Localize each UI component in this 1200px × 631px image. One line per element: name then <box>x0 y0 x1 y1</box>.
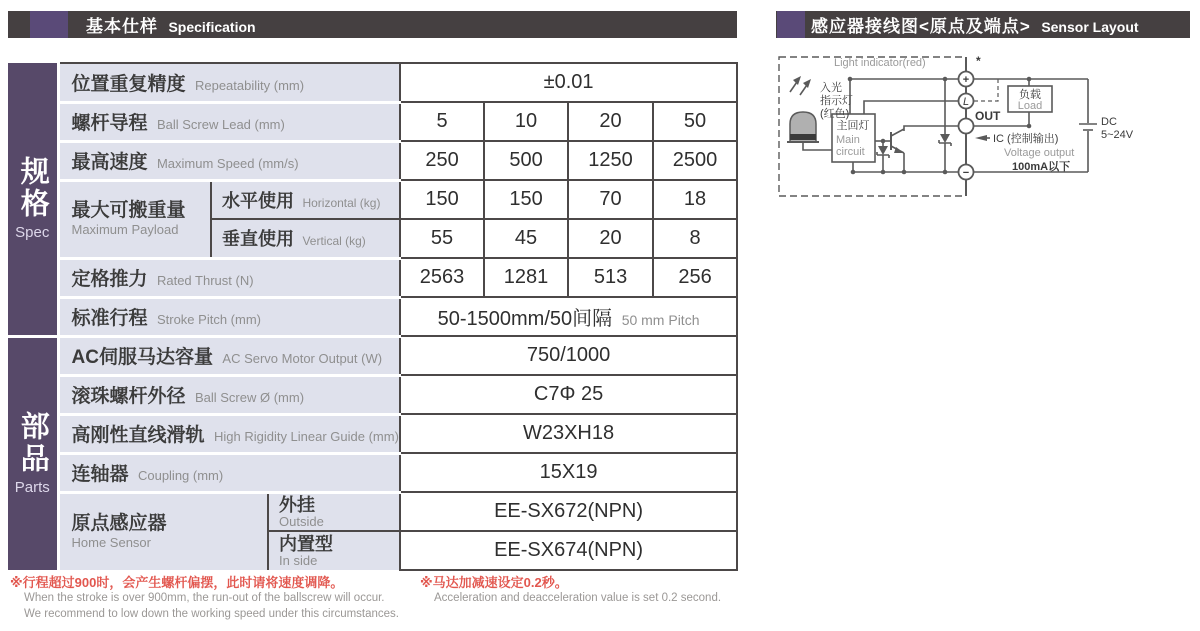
wire-light-optional-dashed <box>974 79 998 101</box>
row-label-home-sensor <box>58 492 268 570</box>
footnote-en-line1: When the stroke is over 900mm, the run-out of the ballscrew will occur. <box>24 592 385 605</box>
value-cell: 2500 <box>653 141 737 180</box>
label-zh: 最高速度 <box>71 152 148 173</box>
led-band <box>790 134 816 140</box>
sub-label-zh: 垂直使用 <box>222 229 294 250</box>
light-arrowhead-1 <box>793 76 801 85</box>
sensor-layout-header-bar <box>776 11 1190 38</box>
terminal-light-glyph: L <box>962 96 970 108</box>
dc-voltage-label: 5~24V <box>1101 129 1134 141</box>
label-zh: 位置重复精度 <box>71 73 186 95</box>
label-zh: 滚珠螺杆外径 <box>71 386 186 407</box>
table-row <box>8 258 737 297</box>
terminal-plus-glyph: + <box>962 74 970 86</box>
value-cell: 20 <box>568 219 653 258</box>
header-title-zh: 基本仕样 <box>86 17 158 36</box>
label-zh: 高刚性直线滑轨 <box>71 425 205 446</box>
label-zh: 最大可搬重量 <box>71 200 186 222</box>
value-cell: 70 <box>568 180 653 219</box>
footnote-en-line2: We recommend to low down the working speed under this circumstances. <box>24 607 399 620</box>
value-cell: 55 <box>400 219 484 258</box>
label-en: Repeatability (mm) <box>194 77 305 93</box>
sub-label-en: Vertical (kg) <box>302 234 366 249</box>
dc-label: DC <box>1101 116 1117 128</box>
value-cell: 50 <box>653 102 737 141</box>
table-row <box>8 453 737 492</box>
terminal-out-icon <box>959 119 974 134</box>
header-title-en: Specification <box>168 19 256 35</box>
wire-out-internal <box>904 126 959 131</box>
light-indicator-label: Light indicator(red) <box>834 57 926 69</box>
value-cell: 256 <box>653 258 737 297</box>
zener2-triangle <box>940 134 950 143</box>
value-home-sensor-inside: EE-SX674(NPN) <box>400 531 737 570</box>
value-cell: 1281 <box>484 258 568 297</box>
load-label-zh: 负载 <box>1019 89 1041 101</box>
label-en: AC Servo Motor Output (W) <box>222 351 383 366</box>
sub-label-zh: 外挂 <box>279 494 315 515</box>
value-cell: 1250 <box>568 141 653 180</box>
row-label-ball-screw-dia <box>58 375 400 414</box>
label-en: Coupling (mm) <box>137 468 224 483</box>
footnote-en: Acceleration and deacceleration value is set 0.2 second. <box>434 592 722 605</box>
sub-label-outside <box>268 492 400 531</box>
junction-dot <box>848 77 853 82</box>
value-stroke-pitch <box>400 297 737 336</box>
row-label-ball-screw-lead <box>58 102 400 141</box>
value-cell: 45 <box>484 219 568 258</box>
transistor-collector <box>891 129 904 136</box>
table-row <box>8 102 737 141</box>
specification-header-title <box>86 12 256 37</box>
specification-header-bar <box>8 11 737 38</box>
label-en: Stroke Pitch (mm) <box>156 312 261 327</box>
value-cell: 500 <box>484 141 568 180</box>
footnote-zh: ※行程超过900时，会产生螺杆偏摆，此时请将速度调降。 <box>10 575 344 590</box>
wire-led <box>803 142 832 150</box>
voltage-output-label: Voltage output <box>1004 147 1075 159</box>
sidebar-section-parts <box>8 336 58 570</box>
junction-dot <box>1027 124 1032 129</box>
label-en: Ball Screw Lead (mm) <box>156 117 285 132</box>
sidebar-parts-en: Parts <box>14 479 50 497</box>
junction-dot <box>881 170 886 175</box>
row-label-max-speed <box>58 141 400 180</box>
label-en: Maximum Payload <box>71 222 179 238</box>
current-limit-label: 100mA以下 <box>1012 161 1071 173</box>
footnote-acceleration <box>420 575 780 607</box>
asterisk-mark: * <box>976 54 981 68</box>
table-row <box>8 180 737 219</box>
label-zh: 螺杆导程 <box>71 113 148 134</box>
junction-dot <box>881 139 886 144</box>
sidebar-section-spec <box>8 63 58 336</box>
footnote-zh: ※马达加减速设定0.2秒。 <box>420 575 568 590</box>
junction-dot <box>902 170 907 175</box>
main-circuit-label-zh: 主回灯 <box>836 120 870 132</box>
purple-accent-block <box>777 11 805 38</box>
footnote-stroke-warning <box>10 575 410 622</box>
value-cell: 18 <box>653 180 737 219</box>
zener1-triangle <box>878 146 888 155</box>
value-linear-guide: W23XH18 <box>400 414 737 453</box>
value-repeatability: ±0.01 <box>400 63 737 102</box>
sub-label-zh: 内置型 <box>279 534 333 555</box>
header-title-en: Sensor Layout <box>1041 19 1139 35</box>
label-zh: 原点感应器 <box>71 513 167 535</box>
value-cell: 5 <box>400 102 484 141</box>
value-en: 50 mm Pitch <box>621 312 700 328</box>
sidebar-spec-en: Spec <box>15 224 50 242</box>
led-label-zh-2: 指示灯 <box>820 95 853 107</box>
table-row <box>8 63 737 102</box>
sensor-layout-header-title <box>811 12 1139 37</box>
label-en: Ball Screw Ø (mm) <box>194 390 305 405</box>
label-zh: 连轴器 <box>71 464 129 485</box>
value-cell: 20 <box>568 102 653 141</box>
led-label-zh-1: 入光 <box>820 82 842 94</box>
value-cell: 2563 <box>400 258 484 297</box>
row-label-ac-servo <box>58 336 400 375</box>
row-label-coupling <box>58 453 400 492</box>
label-zh: 定格推力 <box>71 269 148 290</box>
sub-label-horizontal <box>211 180 400 219</box>
label-zh: AC伺服马达容量 <box>71 347 213 368</box>
label-en: Home Sensor <box>71 534 151 550</box>
junction-dot <box>943 170 948 175</box>
sidebar-parts-zh: 部品 <box>16 411 49 476</box>
sub-label-zh: 水平使用 <box>222 190 294 211</box>
value-cell: 150 <box>400 180 484 219</box>
main-circuit-label-en1: Main <box>836 134 860 146</box>
sub-label-vertical <box>211 219 400 258</box>
value-ac-servo: 750/1000 <box>400 336 737 375</box>
load-label-en: Load <box>1017 100 1043 112</box>
row-label-rated-thrust <box>58 258 400 297</box>
value-cell: 513 <box>568 258 653 297</box>
junction-dot <box>851 170 856 175</box>
sub-label-en: Outside <box>279 513 324 529</box>
label-en: High Rigidity Linear Guide (mm) <box>213 429 399 444</box>
label-en: Rated Thrust (N) <box>156 273 254 288</box>
sub-label-inside <box>268 531 400 570</box>
value-ball-screw-dia: C7Φ 25 <box>400 375 737 414</box>
table-row <box>8 141 737 180</box>
label-en: Maximum Speed (mm/s) <box>156 156 299 171</box>
value-cell: 10 <box>484 102 568 141</box>
sensor-wiring-diagram <box>776 50 1196 202</box>
wire-plus-internal <box>850 79 959 114</box>
led-label-zh-3: (红色) <box>820 108 850 120</box>
row-label-max-payload <box>58 180 211 258</box>
sub-label-en: In side <box>279 552 318 568</box>
ic-label: IC (控制输出) <box>993 133 1059 145</box>
row-label-linear-guide <box>58 414 400 453</box>
value-cell: 8 <box>653 219 737 258</box>
value-cell: 150 <box>484 180 568 219</box>
wire-minus-internal <box>853 162 959 172</box>
value-home-sensor-outside: EE-SX672(NPN) <box>400 492 737 531</box>
table-row <box>8 414 737 453</box>
junction-dot <box>943 77 948 82</box>
terminal-minus-glyph: − <box>962 167 970 179</box>
main-circuit-label-en2: circuit <box>836 146 865 158</box>
junction-dot <box>1027 77 1032 82</box>
purple-accent-block <box>30 11 68 38</box>
light-arrowhead-2 <box>803 79 811 88</box>
header-title-zh: 感应器接线图<原点及端点> <box>811 17 1031 36</box>
table-row <box>8 336 737 375</box>
out-label: OUT <box>975 109 1001 123</box>
value-coupling: 15X19 <box>400 453 737 492</box>
specification-table <box>8 62 738 571</box>
table-row <box>8 297 737 336</box>
label-zh: 标准行程 <box>71 308 148 329</box>
sub-label-en: Horizontal (kg) <box>302 195 381 210</box>
table-row <box>8 492 737 531</box>
row-label-stroke-pitch <box>58 297 400 336</box>
table-row <box>8 375 737 414</box>
sidebar-spec-zh: 规格 <box>16 156 49 221</box>
row-label-repeatability <box>58 63 400 102</box>
value-zh: 50-1500mm/50间隔 <box>437 308 613 330</box>
value-cell: 250 <box>400 141 484 180</box>
